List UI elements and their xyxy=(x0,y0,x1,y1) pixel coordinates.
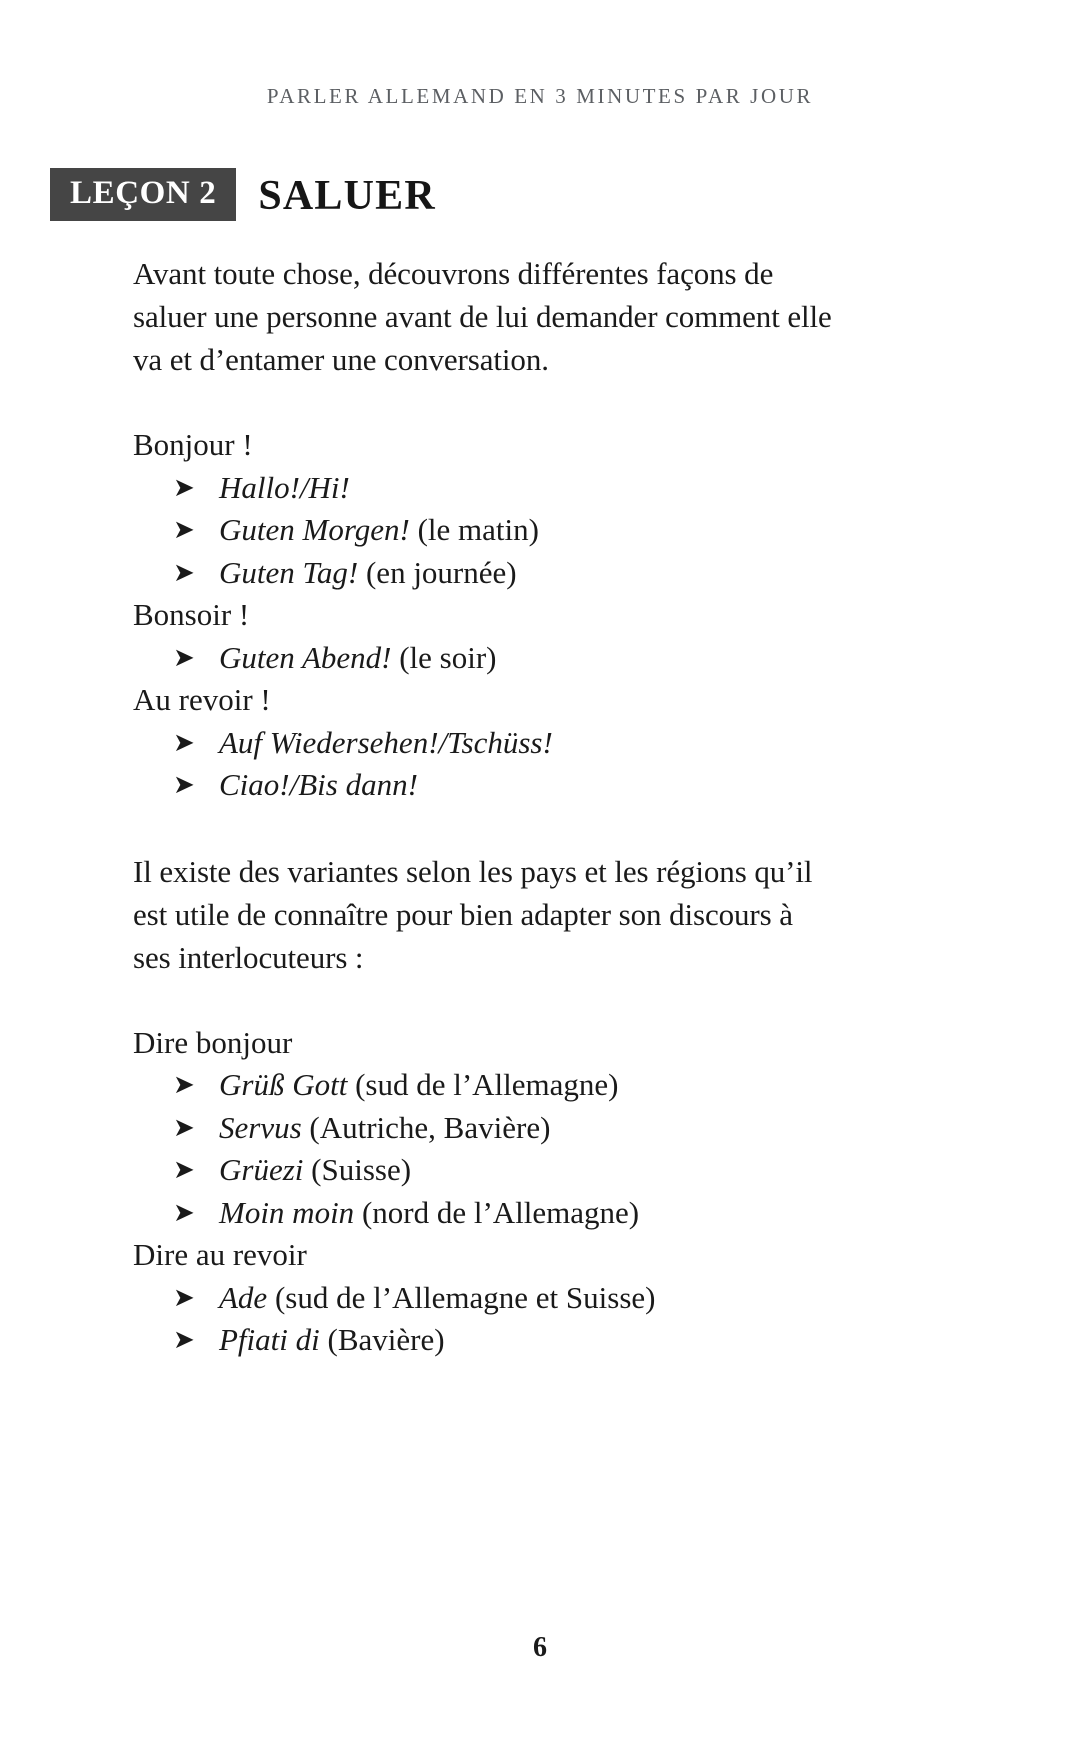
french-gloss: (nord de l’Allemagne) xyxy=(354,1194,640,1230)
arrow-bullet-icon: ➤ xyxy=(173,727,195,757)
french-gloss: (le matin) xyxy=(409,512,539,547)
french-gloss: (le soir) xyxy=(391,639,497,675)
arrow-bullet-icon: ➤ xyxy=(173,642,195,672)
variants-paragraph: Il existe des variantes selon les pays et les régions qu’il est utile de connaître pour bien adapter son discours à ses interlocuteurs : xyxy=(133,853,813,975)
list-item xyxy=(133,1064,833,1107)
french-gloss: (sud de l’Allemagne) xyxy=(347,1067,619,1102)
page-number: 6 xyxy=(533,1632,547,1663)
arrow-bullet-icon: ➤ xyxy=(173,1282,195,1312)
arrow-bullet-icon: ➤ xyxy=(173,770,195,799)
basic-group-heading: Bonjour ! xyxy=(133,427,253,462)
list-item xyxy=(133,552,833,595)
basic-group-heading: Bonsoir ! xyxy=(133,597,250,632)
german-term: Grüezi xyxy=(219,1152,304,1187)
german-term: Auf Wiedersehen!/Tschüss! xyxy=(219,724,553,760)
page-content xyxy=(133,252,833,1362)
french-gloss: (en journée) xyxy=(358,554,517,590)
german-term: Hallo!/Hi! xyxy=(219,469,350,505)
intro-paragraph: Avant toute chose, découvrons différentes façons de saluer une personne avant de lui demander comment elle va et d’entamer une conversation. xyxy=(133,256,832,377)
german-term: Moin moin xyxy=(219,1194,355,1230)
german-term: Ciao!/Bis dann! xyxy=(219,767,418,802)
regional-variants-section xyxy=(133,1022,833,1362)
arrow-bullet-icon: ➤ xyxy=(173,472,195,502)
spacer xyxy=(133,979,833,1022)
lesson-number-badge: LEÇON 2 xyxy=(50,168,236,221)
list-item xyxy=(133,722,833,765)
list-item xyxy=(133,637,833,680)
page-title: SALUER xyxy=(258,172,436,219)
list-item xyxy=(133,1107,833,1150)
spacer xyxy=(133,381,833,424)
regional-group-list xyxy=(133,1277,833,1362)
arrow-bullet-icon: ➤ xyxy=(173,1155,195,1184)
arrow-bullet-icon: ➤ xyxy=(173,1070,195,1099)
arrow-bullet-icon: ➤ xyxy=(173,1112,195,1142)
running-head: PARLER ALLEMAND EN 3 MINUTES PAR JOUR xyxy=(266,84,814,108)
french-gloss: (Autriche, Bavière) xyxy=(301,1109,551,1145)
regional-group-heading: Dire bonjour xyxy=(133,1024,293,1060)
list-item xyxy=(133,509,833,552)
basic-group-list xyxy=(133,722,833,807)
spacer xyxy=(133,807,833,850)
list-item xyxy=(133,1319,833,1362)
basic-group-list xyxy=(133,637,833,680)
basic-group-list xyxy=(133,467,833,595)
list-item xyxy=(133,1149,833,1192)
arrow-bullet-icon: ➤ xyxy=(173,557,195,587)
german-term: Pfiati di xyxy=(219,1322,320,1357)
german-term: Grüß Gott xyxy=(219,1067,348,1102)
basic-greetings-section xyxy=(133,424,833,807)
regional-group-list xyxy=(133,1064,833,1234)
regional-group-heading: Dire au revoir xyxy=(133,1237,307,1272)
french-gloss: (sud de l’Allemagne et Suisse) xyxy=(267,1279,656,1315)
lesson-header xyxy=(50,168,436,221)
list-item xyxy=(133,764,833,807)
list-item xyxy=(133,467,833,510)
french-gloss: (Suisse) xyxy=(303,1152,412,1187)
arrow-bullet-icon: ➤ xyxy=(173,1197,195,1227)
german-term: Guten Tag! xyxy=(219,554,359,590)
arrow-bullet-icon: ➤ xyxy=(173,515,195,544)
list-item xyxy=(133,1192,833,1235)
german-term: Guten Abend! xyxy=(219,639,392,675)
french-gloss: (Bavière) xyxy=(319,1322,445,1357)
basic-group-heading: Au revoir ! xyxy=(133,682,271,717)
arrow-bullet-icon: ➤ xyxy=(173,1325,195,1354)
german-term: Servus xyxy=(219,1109,302,1145)
list-item xyxy=(133,1277,833,1320)
german-term: Ade xyxy=(219,1279,268,1315)
german-term: Guten Morgen! xyxy=(219,512,410,547)
